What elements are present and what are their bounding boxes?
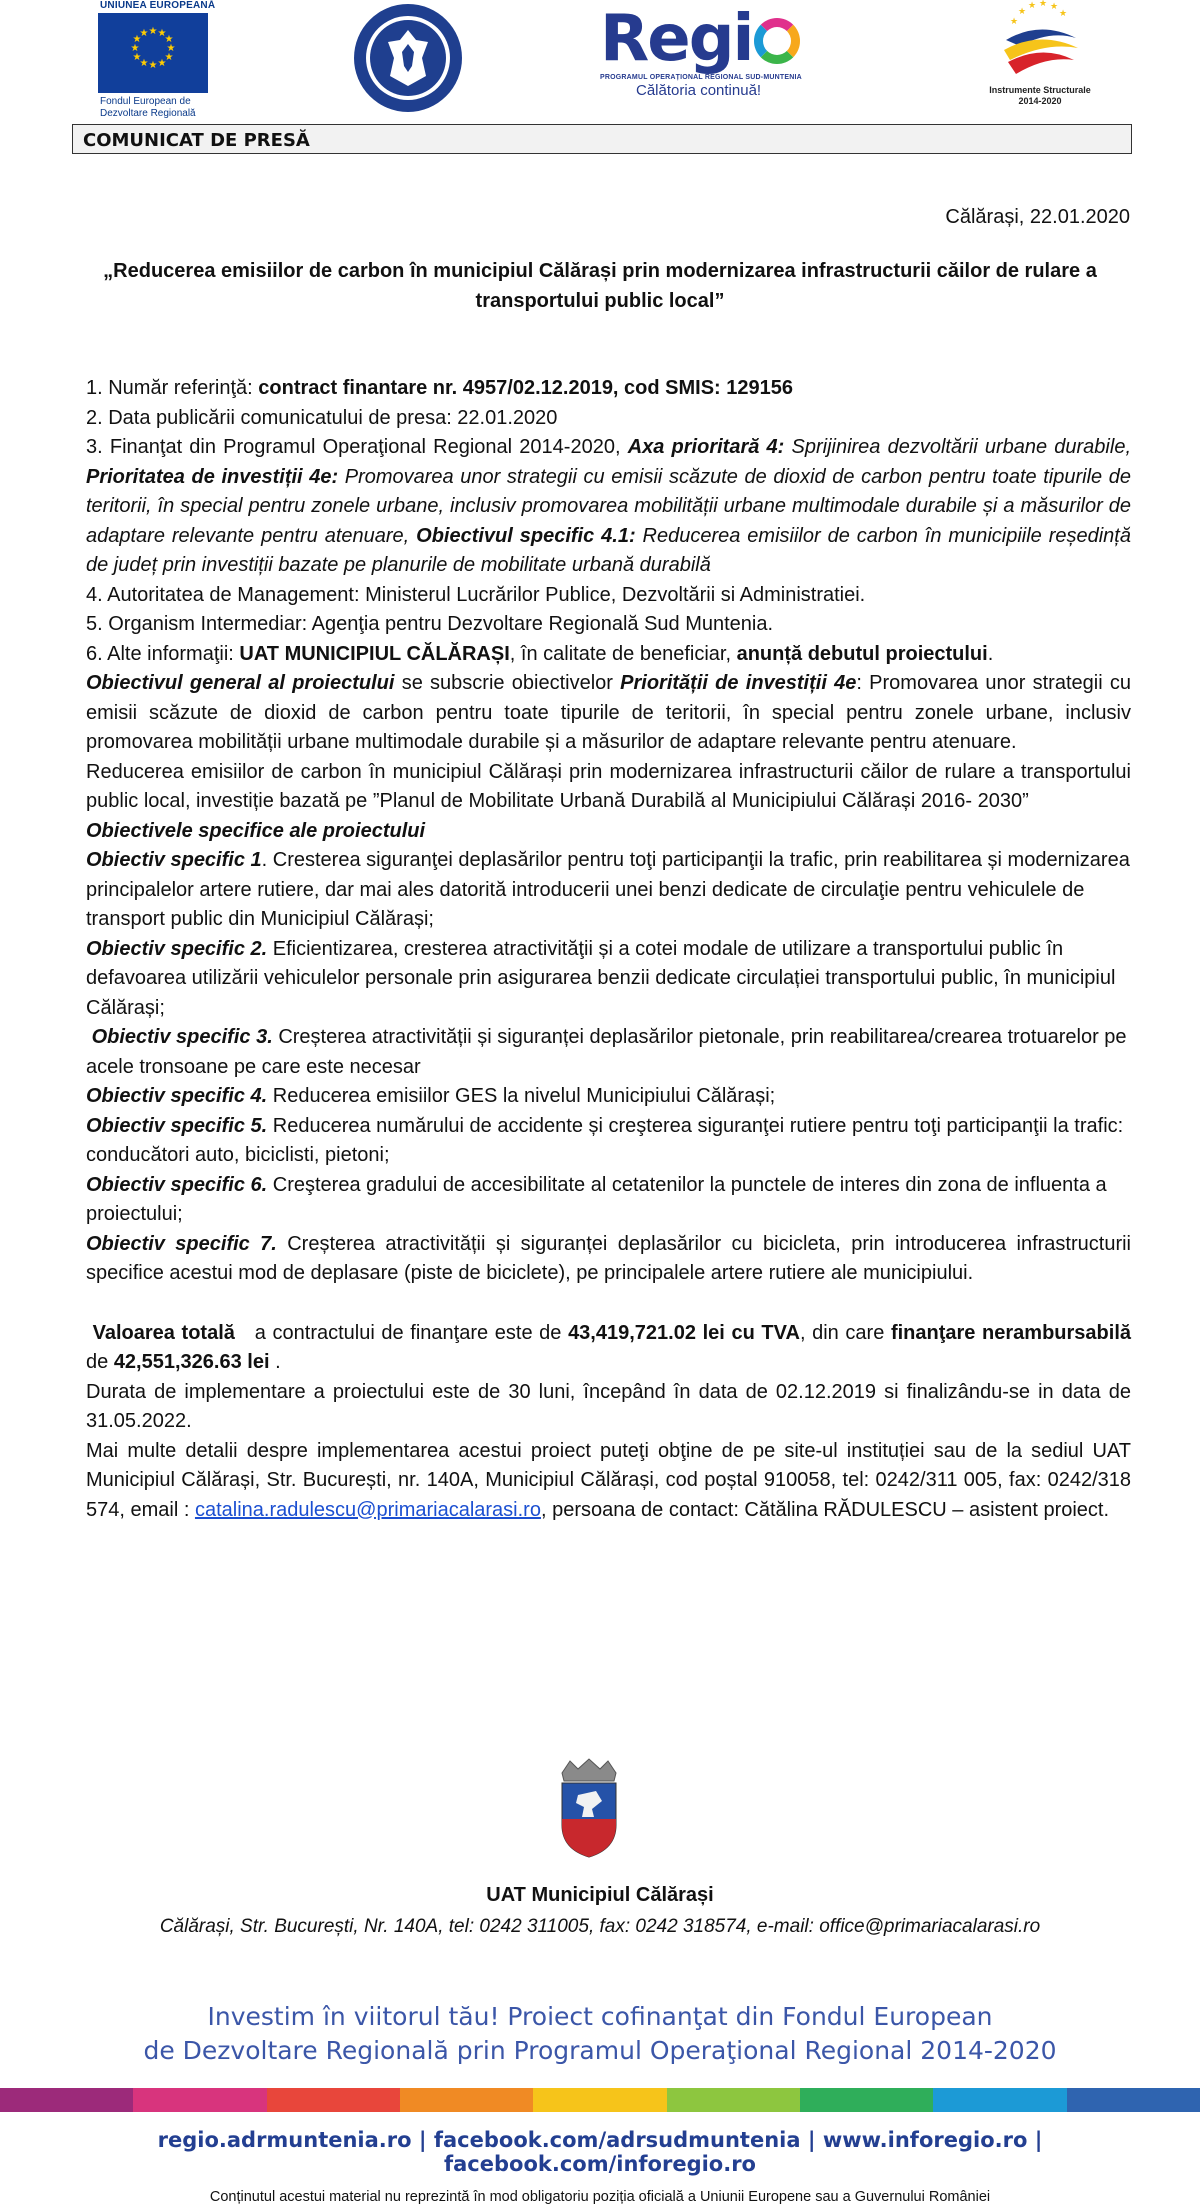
cofinancing-line1: Investim în viitorul tău! Proiect cofinanţat din Fondul European: [207, 2002, 993, 2031]
contract-value-connector: , din care: [799, 1321, 891, 1344]
contract-total-value: 43,419,721.02 lei cu TVA: [568, 1321, 800, 1344]
specific-objective-5: [86, 1112, 1131, 1171]
svg-text:★: ★: [148, 60, 158, 71]
contact-email-link[interactable]: catalina.radulescu@primariacalarasi.ro: [194, 1498, 541, 1521]
eu-fund-line1: Fondul European de: [100, 96, 191, 107]
project-launch-text: anunță debutul proiectului: [736, 642, 988, 665]
logo-row: [0, 0, 1200, 118]
rainbow-segment: [267, 2088, 400, 2112]
svg-text:★: ★: [157, 28, 167, 39]
is-line1: Instrumente Structurale: [989, 85, 1091, 95]
communicat-header-box: [72, 124, 1132, 154]
svg-text:★: ★: [164, 34, 174, 45]
specific-objective-2: [86, 935, 1131, 1024]
managing-authority: 4. Autoritatea de Management: Ministerul Lucrărilor Publice, Dezvoltării si Administratiei.: [86, 583, 866, 606]
specific-objective-7-text: Creșterea atractivității și siguranței deplasărilor cu bicicleta, prin introducerea infrastructurii specifice acestui mod de deplasare (piste de biciclete), pe principalele artere rutiere ale municipiului.: [86, 1232, 1131, 1284]
general-objective: [86, 669, 1131, 758]
instrumente-structurale-logo: [975, 0, 1105, 112]
non-refundable-label: finanţare nerambursabilă: [890, 1321, 1132, 1344]
regio-word: Regi: [600, 2, 753, 76]
general-objective-intro: se subscrie obiectivelor: [394, 672, 621, 694]
specific-objective-4-label: Obiectiv specific 4.: [86, 1085, 268, 1107]
specific-objective-4-text: Reducerea emisiilor GES la nivelul Municipiului Călărași;: [267, 1085, 776, 1107]
rainbow-segment: [133, 2088, 266, 2112]
svg-text:★: ★: [1049, 2, 1059, 12]
cofinancing-line2: de Dezvoltare Regională prin Programul Operaţional Regional 2014-2020: [143, 2036, 1057, 2065]
intermediate-body: 5. Organism Intermediar: Agenţia pentru Dezvoltare Regională Sud Muntenia.: [86, 613, 774, 635]
other-info-end: .: [987, 642, 994, 665]
svg-text:★: ★: [139, 58, 149, 69]
contact-person: , persoana de contact: Cătălina RĂDULESCU – asistent proiect.: [540, 1498, 1110, 1521]
beneficiary-name: UAT MUNICIPIUL CĂLĂRAȘI: [239, 642, 510, 665]
reference-value: contract finantare nr. 4957/02.12.2019, cod SMIS: 129156: [258, 377, 794, 399]
priority-axis-text: Sprijinirea dezvoltării urbane durabile,: [784, 436, 1131, 458]
financing-intro: 3. Finanţat din Programul Operaţional Regional 2014-2020,: [86, 436, 628, 458]
svg-text:★: ★: [164, 52, 174, 63]
specific-objective-5-label: Obiectiv specific 5.: [86, 1114, 268, 1137]
svg-text:★: ★: [132, 52, 142, 63]
specific-objective-6-label: Obiectiv specific 6.: [86, 1173, 268, 1196]
footer-links[interactable]: regio.adrmuntenia.ro | facebook.com/adrsudmuntenia | www.inforegio.ro | facebook.com/inforegio.ro: [157, 2128, 1043, 2176]
general-objective-priority: Priorității de investiții 4e: [620, 672, 857, 694]
svg-text:★: ★: [1058, 9, 1068, 19]
eu-label: UNIUNEA EUROPEANĂ: [100, 0, 216, 11]
rainbow-segment: [800, 2088, 933, 2112]
regio-program-label: PROGRAMUL OPERAȚIONAL REGIONAL SUD-MUNTENIA: [600, 74, 802, 81]
uat-name: UAT Municipiul Călărași: [486, 1884, 714, 1906]
svg-text:★: ★: [130, 43, 140, 54]
general-objective-label: Obiectivul general al proiectului: [86, 672, 395, 694]
svg-text:★: ★: [1038, 0, 1048, 9]
eu-disclaimer: Conținutul acestui material nu reprezintă în mod obligatoriu poziția oficială a Uniunii Europene sau a Guvernului României: [209, 2189, 991, 2205]
rainbow-segment: [533, 2088, 666, 2112]
svg-text:★: ★: [1017, 7, 1027, 17]
specific-objective-1-text: . Cresterea siguranţei deplasărilor pentru toţi participanţii la trafic, prin reabilitarea și modernizarea principalelor artere rutiere, dar mai ales datorită introducerii unei benzi dedicate de circulaţie pentru vehiculele de transport public din Municipiul Călărași;: [86, 849, 1130, 930]
eu-logo: [98, 0, 218, 120]
is-line2: 2014-2020: [1018, 96, 1062, 106]
specific-objective-6-text: Creşterea gradului de accesibilitate al cetatenilor la punctele de interes din zona de influenta a proiectului;: [86, 1173, 1107, 1225]
svg-text:★: ★: [148, 26, 158, 37]
rainbow-segment: [933, 2088, 1066, 2112]
eu-flag-icon: [98, 13, 208, 93]
specific-objective-2-text: Eficientizarea, cresterea atractivităţii și a cotei modale de utilizare a transportului public în defavoarea utilizării vehiculelor personale prin asigurarea benzii dedicate circulației transportului public, în municipiul Călărași;: [86, 937, 1116, 1019]
rainbow-band: [0, 2088, 1200, 2112]
regio-wordmark: [600, 2, 840, 76]
specific-objectives-heading-text: Obiectivele specifice ale proiectului: [86, 819, 426, 842]
contact-details: [86, 1437, 1131, 1526]
rainbow-segment: [1067, 2088, 1200, 2112]
specific-objective-label: Obiectivul specific 4.1:: [416, 524, 636, 547]
rainbow-segment: [667, 2088, 800, 2112]
contract-value-intro: a contractului de finanţare este de: [241, 1321, 569, 1344]
press-release-title: „Reducerea emisiilor de carbon în municipiul Călărași prin modernizarea infrastructurii căilor de rulare a transportului public local”: [103, 260, 1097, 312]
specific-objective-1: [86, 846, 1131, 935]
rainbow-segment: [400, 2088, 533, 2112]
calarasi-coat-of-arms-icon: [556, 1755, 622, 1859]
specific-objective-4: [86, 1082, 1131, 1112]
contact-details-text: Mai multe detalii despre implementarea acestui proiect puteţi obţine de pe site-ul instituției sau de la sediul UAT Municipiul Călărași, Str. București, nr. 140A, Municipiul Călărași, cod poștal 910058, tel: 0242/311 005, fax: 0242/318 574, email :: [86, 1439, 1131, 1521]
eu-fund-label: [100, 96, 218, 120]
specific-objective-5-text: Reducerea numărului de accidente și creşterea siguranţei rutiere pentru toţi participanţii la trafic: conducători auto, biciclisti, pietoni;: [86, 1114, 1124, 1166]
contract-value-of: de: [86, 1321, 1137, 1373]
uat-address: Călărași, Str. București, Nr. 140A, tel: 0242 311005, fax: 0242 318574, e-mail: office@primariacalarasi.ro: [159, 1916, 1041, 1937]
publication-date: 2. Data publicării comunicatului de presa: 22.01.2020: [86, 406, 558, 429]
specific-objective-3-label: Obiectiv specific 3.: [86, 1026, 273, 1048]
non-refundable-amount: 42,551,326.63 lei: [113, 1351, 270, 1373]
contract-value-label: Valoarea totală: [86, 1321, 242, 1344]
regio-tagline: Călătoria continuă!: [636, 82, 762, 99]
investment-priority-text: Promovarea unor strategii cu emisii scăzute de dioxid de carbon pentru toate tipurile de teritorii, în special pentru zonele urbane, inclusiv promovarea mobilității urbane multimodale durabile și a măsurilor de adaptare relevante pentru atenuare,: [86, 465, 1131, 547]
cofinancing-statement: [0, 2000, 1200, 2068]
specific-objective-3-text: Creșterea atractivității și siguranței deplasărilor pietonale, prin reabilitarea/crearea trotuarelor pe acele tronsoane pe care este necesar: [86, 1026, 1133, 1078]
investment-priority-label: Prioritatea de investiții 4e:: [86, 465, 339, 488]
regio-logo: [600, 2, 840, 108]
priority-axis-label: Axa prioritară 4:: [627, 436, 785, 458]
eu-fund-line2: Dezvoltare Regională: [100, 108, 196, 119]
specific-objective-2-label: Obiectiv specific 2.: [86, 937, 268, 960]
specific-objective-1-label: Obiectiv specific 1: [86, 849, 262, 871]
instrumente-structurale-icon: [980, 0, 1100, 80]
specific-objective-7: [86, 1230, 1131, 1289]
regio-ring-icon: [754, 18, 800, 64]
contract-value: [86, 1319, 1137, 1378]
rainbow-segment: [0, 2088, 133, 2112]
contract-value-end: .: [269, 1351, 281, 1373]
svg-text:★: ★: [132, 34, 142, 45]
other-info-label: 6. Alte informaţii:: [86, 642, 240, 665]
project-description: Reducerea emisiilor de carbon în municipiul Călărași prin modernizarea infrastructurii căilor de rulare a transportului public local, investiție bazată pe ”Planul de Mobilitate Urbană Durabilă al Municipiului Călărași 2016- 2030”: [86, 760, 1131, 812]
spacer: [86, 1289, 1131, 1319]
financing-paragraph: [86, 433, 1131, 581]
implementation-duration: Durata de implementare a proiectului este de 30 luni, începând în data de 02.12.2019 si finalizându-se in data de 31.05.2022.: [86, 1380, 1131, 1432]
specific-objective-3: [86, 1023, 1131, 1082]
reference-number: [86, 374, 1131, 404]
document-date: Călărași, 22.01.2020: [945, 206, 1130, 228]
communicat-label: COMUNICAT DE PRESĂ: [83, 130, 310, 151]
specific-objective-6: [86, 1171, 1131, 1230]
specific-objectives-heading: [86, 817, 1131, 847]
romanian-government-seal-icon: [350, 0, 466, 116]
general-objective-text: : Promovarea unor strategii cu emisii scăzute de dioxid de carbon pentru toate tipurile de teritorii, în special pentru zonele urbane, inclusiv promovarea mobilității urbane multimodale durabile și a măsurilor de adaptare relevante pentru atenuare.: [86, 672, 1131, 753]
svg-text:★: ★: [1009, 17, 1019, 27]
press-release-body: [86, 374, 1137, 1525]
other-info: [86, 640, 1131, 670]
svg-text:★: ★: [1027, 1, 1037, 11]
specific-objective-text: Reducerea emisiilor de carbon în municipiile reședință de județ prin investiții bazate pe planurile de mobilitate urbană durabilă: [86, 524, 1131, 576]
svg-text:★: ★: [166, 43, 176, 54]
other-info-text: , în calitate de beneficiar,: [509, 642, 737, 665]
specific-objective-7-label: Obiectiv specific 7.: [86, 1232, 277, 1255]
reference-label: 1. Număr referinţă:: [86, 377, 259, 399]
svg-text:★: ★: [157, 58, 167, 69]
svg-text:★: ★: [139, 28, 149, 39]
